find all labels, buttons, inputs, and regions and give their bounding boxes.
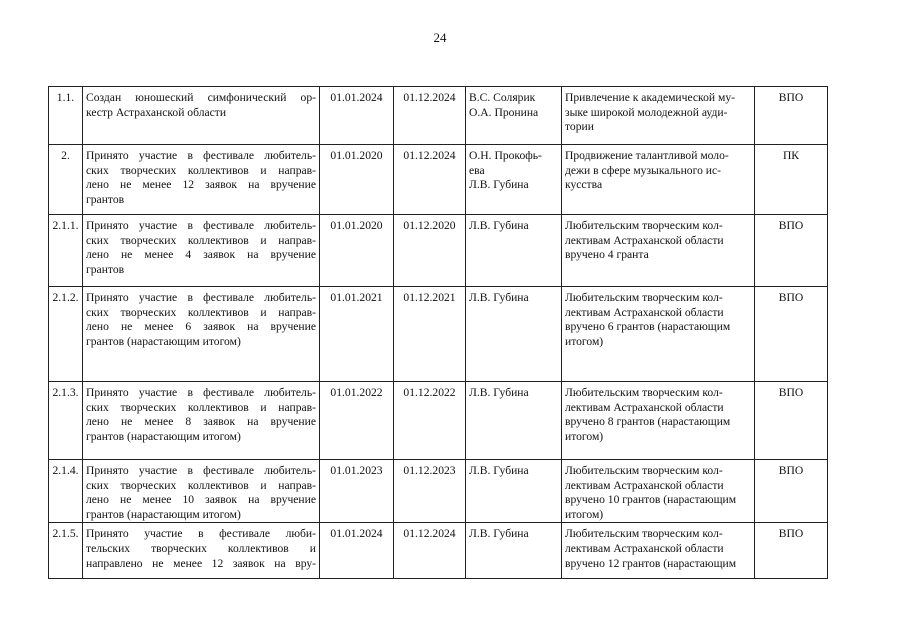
end-date: 01.12.2024 [403,527,456,541]
description-line: лено не менее 8 заявок на вручение [86,415,316,429]
result-cell [562,145,755,215]
description-line: Принято участие в фестивале любитель- [86,149,316,162]
result-line: вручено 4 гранта [565,248,649,262]
description-line: Принято участие в фестивале любитель- [86,219,316,232]
responsible-person: Л.В. Губина [469,464,529,477]
description-line: лено не менее 12 заявок на вручение [86,178,316,192]
result-line: итогом) [565,334,604,348]
item-number-cell [49,287,83,382]
result-type: ВПО [778,527,804,541]
item-description-cell [83,87,320,145]
end-date-cell [394,87,466,145]
responsible-person: В.С. Солярик [469,91,536,104]
description-line: грантов (нарастающим итогом) [86,334,241,348]
responsible-person: Л.В. Губина [469,386,529,399]
description-line: ских творческих коллективов и направ- [86,163,316,177]
end-date: 01.12.2023 [403,464,456,477]
item-number: 2.1.3. [52,386,79,399]
result-cell [562,523,755,579]
responsible-person: Л.В. Губина [469,527,529,541]
result-cell [562,215,755,287]
start-date-cell [320,523,394,579]
item-number-cell [49,145,83,215]
item-number: 1.1. [56,91,75,104]
result-line: тории [565,120,594,134]
responsible-cell [466,523,562,579]
table-row [49,523,828,579]
end-date-cell [394,145,466,215]
result-line: Любительским творческим кол- [565,464,723,477]
result-cell [562,460,755,523]
result-cell [562,87,755,145]
result-line: лективам Астраханской области [565,233,724,247]
result-line: лективам Астраханской области [565,541,724,555]
description-line: лено не менее 4 заявок на вручение [86,248,316,262]
description-line: Принято участие в фестивале любитель- [86,386,316,399]
item-description-cell [83,287,320,382]
result-type: ВПО [778,291,804,304]
description-line: Принято участие в фестивале любитель- [86,291,316,304]
result-line: кусства [565,178,603,192]
result-type: ВПО [778,91,804,104]
start-date: 01.01.2020 [330,149,383,162]
result-line: лективам Астраханской области [565,400,724,414]
end-date-cell [394,460,466,523]
start-date-cell [320,215,394,287]
item-description-cell [83,215,320,287]
end-date-cell [394,215,466,287]
result-line: зыке широкой молодежной ауди- [565,105,728,119]
item-description-cell [83,460,320,523]
item-description-cell [83,145,320,215]
description-line: грантов (нарастающим итогом) [86,507,241,521]
item-number: 2.1.4. [52,464,79,477]
result-line: вручено 10 грантов (нарастающим [565,493,737,507]
result-line: вручено 6 грантов (нарастающим [565,320,731,334]
responsible-person: Л.В. Губина [469,219,529,232]
result-line: Любительским творческим кол- [565,219,723,232]
start-date-cell [320,287,394,382]
description-line: лено не менее 10 заявок на вручение [86,493,316,507]
start-date: 01.01.2021 [330,291,383,304]
result-cell [562,287,755,382]
item-number: 2. [61,149,70,162]
result-line: Любительским творческим кол- [565,386,723,399]
result-line: Продвижение талантливой моло- [565,149,729,162]
table-row [49,87,828,145]
description-line: Принято участие в фестивале любитель- [86,464,316,477]
result-type: ВПО [778,219,804,232]
description-line: грантов (нарастающим итогом) [86,429,241,443]
result-type-cell [755,145,828,215]
table-row [49,145,828,215]
end-date-cell [394,523,466,579]
start-date-cell [320,382,394,460]
description-line: направлено не менее 12 заявок на вру- [86,556,316,570]
responsible-cell [466,382,562,460]
result-type-cell [755,460,828,523]
result-type: ПК [782,149,800,162]
table-row [49,215,828,287]
start-date-cell [320,145,394,215]
responsible-person: ева [469,163,485,177]
responsible-person: Л.В. Губина [469,178,529,192]
description-line: ских творческих коллективов и направ- [86,478,316,492]
item-number: 2.1.1. [52,219,79,232]
start-date: 01.01.2020 [330,219,383,232]
result-line: вручено 12 грантов (нарастающим [565,556,737,570]
plan-table [48,86,828,579]
description-line: кестр Астраханской области [86,105,227,119]
result-type-cell [755,287,828,382]
end-date: 01.12.2022 [403,386,456,399]
end-date: 01.12.2024 [403,149,456,162]
table-row [49,287,828,382]
table-body [49,87,828,579]
description-line: Принято участие в фестивале люби- [86,527,316,541]
result-type: ВПО [778,464,804,477]
result-line: лективам Астраханской области [565,478,724,492]
page-number: 24 [433,30,447,45]
description-line: Создан юношеский симфонический ор- [86,91,316,104]
responsible-cell [466,145,562,215]
responsible-person: О.А. Пронина [469,105,539,119]
result-line: дежи в сфере музыкального ис- [565,163,721,177]
description-line: грантов [86,192,125,206]
item-number-cell [49,87,83,145]
responsible-cell [466,460,562,523]
item-description-cell [83,382,320,460]
start-date-cell [320,460,394,523]
responsible-person: Л.В. Губина [469,291,529,304]
item-number-cell [49,382,83,460]
item-number-cell [49,460,83,523]
result-line: итогом) [565,507,604,521]
result-line: лективам Астраханской области [565,305,724,319]
description-line: ских творческих коллективов и направ- [86,233,316,247]
description-line: тельских творческих коллективов и [86,541,316,555]
result-cell [562,382,755,460]
result-line: Привлечение к академической му- [565,91,735,104]
result-line: итогом) [565,429,604,443]
result-line: вручено 8 грантов (нарастающим [565,415,731,429]
result-line: Любительским творческим кол- [565,527,723,541]
end-date-cell [394,382,466,460]
table-row [49,382,828,460]
end-date: 01.12.2024 [403,91,456,104]
result-type-cell [755,215,828,287]
description-line: ских творческих коллективов и направ- [86,305,316,319]
result-line: Любительским творческим кол- [565,291,723,304]
end-date: 01.12.2021 [403,291,456,304]
table-row [49,460,828,523]
description-line: ских творческих коллективов и направ- [86,400,316,414]
result-type-cell [755,87,828,145]
start-date: 01.01.2024 [330,91,383,104]
end-date-cell [394,287,466,382]
item-number: 2.1.2. [52,291,79,304]
responsible-cell [466,87,562,145]
item-description-cell [83,523,320,579]
start-date: 01.01.2022 [330,386,383,399]
result-type-cell [755,382,828,460]
item-number: 2.1.5. [52,527,79,541]
item-number-cell [49,523,83,579]
result-type: ВПО [778,386,804,399]
responsible-cell [466,287,562,382]
description-line: грантов [86,262,125,276]
responsible-person: О.Н. Прокофь- [469,149,542,162]
result-type-cell [755,523,828,579]
description-line: лено не менее 6 заявок на вручение [86,320,316,334]
start-date: 01.01.2024 [330,527,383,541]
end-date: 01.12.2020 [403,219,456,232]
item-number-cell [49,215,83,287]
responsible-cell [466,215,562,287]
start-date-cell [320,87,394,145]
start-date: 01.01.2023 [330,464,383,477]
